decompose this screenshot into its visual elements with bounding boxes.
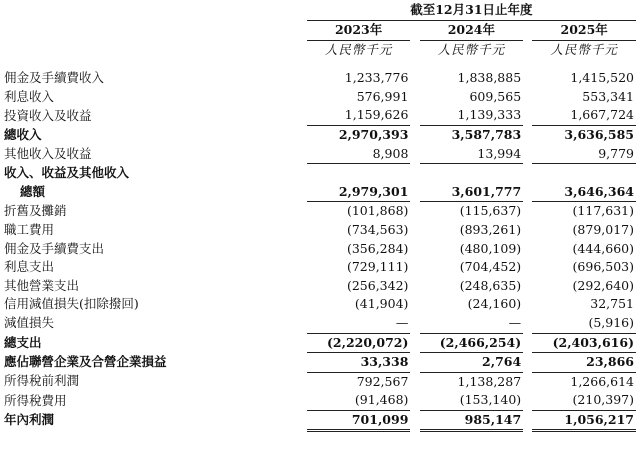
value-2025: 1,667,724 xyxy=(532,106,636,125)
row-label: 所得稅前利潤 xyxy=(4,373,80,389)
row-label: 所得稅費用 xyxy=(4,392,67,408)
value-2023: (256,342) xyxy=(346,277,409,293)
value-2023: 8,908 xyxy=(307,145,411,164)
value-2023: 2,979,301 xyxy=(307,183,411,202)
year-header-row xyxy=(2,21,636,41)
unit-row xyxy=(2,40,636,59)
table-row xyxy=(2,314,636,333)
table-row xyxy=(2,69,636,88)
table-row-total-expenses xyxy=(2,333,636,353)
value-2025: (2,403,616) xyxy=(532,333,636,353)
table-row xyxy=(2,240,636,259)
income-statement-table xyxy=(2,0,636,432)
value-2024: 985,147 xyxy=(420,410,524,431)
table-row-profit-for-year xyxy=(2,410,636,431)
row-label: 信用減值損失(扣除撥回) xyxy=(4,296,139,312)
table-row-total-revenue xyxy=(2,125,636,144)
value-2023: (41,904) xyxy=(354,296,409,312)
value-2025: (292,640) xyxy=(572,277,634,293)
unit-label: 人民幣千元 xyxy=(550,41,618,57)
value-2024: — xyxy=(420,314,524,333)
value-2025: (5,916) xyxy=(532,314,636,333)
table-row xyxy=(2,106,636,125)
value-2024: 3,601,777 xyxy=(420,183,524,202)
value-2025: 32,751 xyxy=(590,296,634,312)
table-row xyxy=(2,88,636,107)
value-2024: 1,838,885 xyxy=(457,70,522,86)
year-header-2023: 2023年 xyxy=(307,21,411,41)
year-header-2024: 2024年 xyxy=(420,21,524,41)
table-row xyxy=(2,202,636,221)
value-2023: 792,567 xyxy=(356,373,409,389)
value-2023: 576,991 xyxy=(356,88,409,104)
value-2023: 1,233,776 xyxy=(344,70,409,86)
value-2025: 3,636,585 xyxy=(564,126,634,142)
row-label: 年內利潤 xyxy=(4,412,55,428)
value-2025: 1,266,614 xyxy=(570,373,634,389)
value-2024: 1,139,333 xyxy=(420,106,524,125)
row-label: 總額 xyxy=(20,184,46,199)
table-row-total-income xyxy=(2,183,636,202)
spacer-row xyxy=(2,59,636,69)
value-2023: 701,099 xyxy=(307,410,411,431)
table-row-subheading xyxy=(2,164,636,183)
row-label: 應佔聯營企業及合營企業損益 xyxy=(4,354,167,370)
value-2025: 3,646,364 xyxy=(532,183,636,202)
row-label: 利息收入 xyxy=(4,88,55,104)
value-2025: (210,397) xyxy=(532,391,636,410)
value-2024 xyxy=(420,164,524,183)
row-label: 總收入 xyxy=(4,126,42,142)
row-label: 減值損失 xyxy=(4,315,55,331)
value-2023: — xyxy=(307,314,411,333)
row-label: 佣金及手續費支出 xyxy=(4,240,105,256)
row-label: 總支出 xyxy=(4,334,42,350)
table-row xyxy=(2,221,636,240)
value-2024: 609,565 xyxy=(469,88,522,104)
value-2024: (248,635) xyxy=(459,277,522,293)
value-2024: 1,138,287 xyxy=(457,373,522,389)
table-row xyxy=(2,145,636,164)
value-2024: (153,140) xyxy=(420,391,524,410)
value-2023: 2,970,393 xyxy=(338,126,409,142)
value-2023: (2,220,072) xyxy=(307,333,411,353)
value-2025: (117,631) xyxy=(572,203,634,219)
value-2025: (879,017) xyxy=(572,221,634,237)
row-label: 職工費用 xyxy=(4,221,55,237)
row-label: 佣金及手續費收入 xyxy=(4,70,105,86)
table-row-share-of-associates xyxy=(2,353,636,373)
value-2024: 13,994 xyxy=(420,145,524,164)
value-2023: (729,111) xyxy=(346,259,409,275)
row-label: 折舊及攤銷 xyxy=(4,203,67,219)
value-2024: 3,587,783 xyxy=(451,126,522,142)
value-2025: (696,503) xyxy=(572,259,634,275)
value-2024: (2,466,254) xyxy=(420,333,524,353)
value-2025 xyxy=(532,164,636,183)
value-2023: 1,159,626 xyxy=(307,106,411,125)
row-label: 投資收入及收益 xyxy=(4,107,92,123)
unit-label: 人民幣千元 xyxy=(324,41,393,57)
value-2025: 23,866 xyxy=(532,353,636,373)
row-label: 其他收入及收益 xyxy=(4,145,92,161)
value-2025: (444,660) xyxy=(572,240,634,256)
row-label: 收入、收益及其他收入 xyxy=(4,164,130,180)
value-2024: (704,452) xyxy=(459,259,522,275)
value-2023: (734,563) xyxy=(346,221,409,237)
table-row xyxy=(2,372,636,391)
row-label: 利息支出 xyxy=(4,259,55,275)
value-2025: 9,779 xyxy=(532,145,636,164)
table-row xyxy=(2,391,636,410)
value-2023 xyxy=(307,164,411,183)
table-row xyxy=(2,295,636,314)
value-2024: 2,764 xyxy=(420,353,524,373)
year-header-2025: 2025年 xyxy=(532,21,636,41)
value-2025: 1,415,520 xyxy=(570,70,634,86)
period-header-row xyxy=(2,0,636,21)
value-2023: (356,284) xyxy=(346,240,409,256)
value-2025: 1,056,217 xyxy=(532,410,636,431)
period-header: 截至12月31日止年度 xyxy=(307,0,636,21)
value-2024: (24,160) xyxy=(467,296,522,312)
table-row xyxy=(2,258,636,277)
value-2025: 553,341 xyxy=(582,88,634,104)
row-label: 其他營業支出 xyxy=(4,277,80,293)
table-row xyxy=(2,277,636,296)
value-2023: (91,468) xyxy=(307,391,411,410)
unit-label: 人民幣千元 xyxy=(437,41,506,57)
value-2023: (101,868) xyxy=(346,203,409,219)
value-2024: (480,109) xyxy=(459,240,522,256)
value-2024: (893,261) xyxy=(459,221,522,237)
value-2023: 33,338 xyxy=(307,353,411,373)
value-2024: (115,637) xyxy=(459,203,522,219)
